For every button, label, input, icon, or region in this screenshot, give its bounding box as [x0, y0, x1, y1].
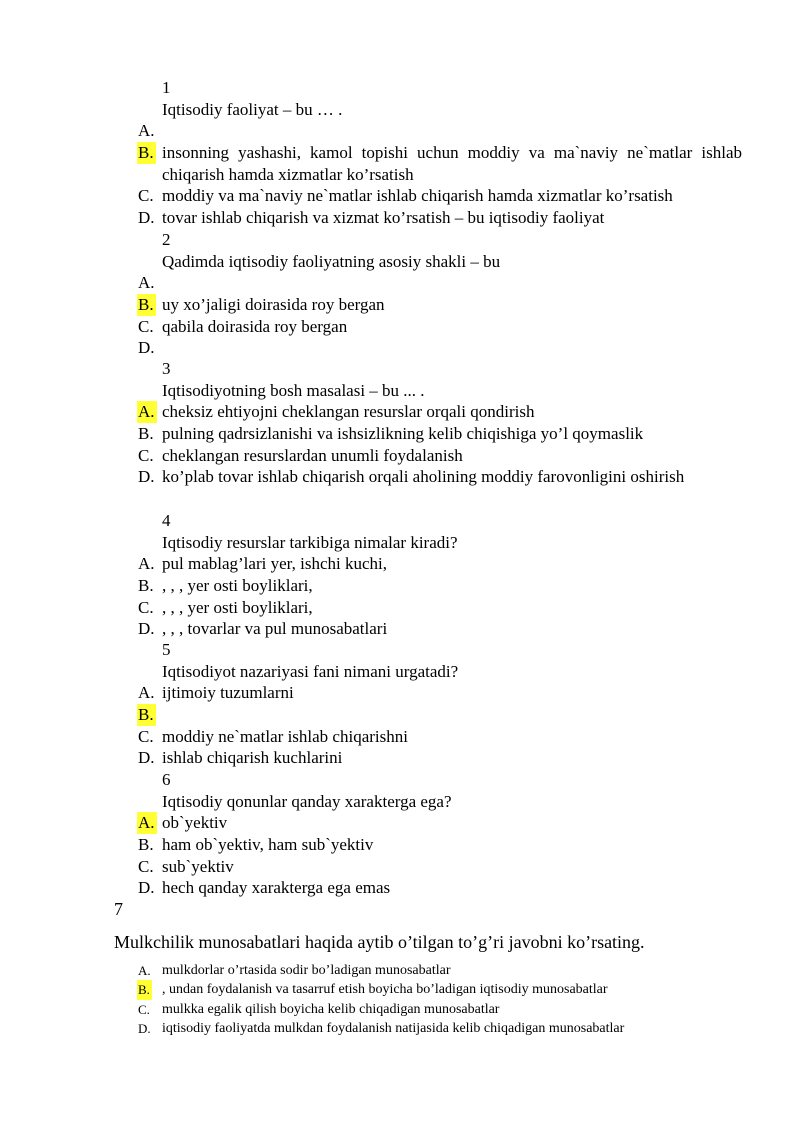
- question-text: Iqtisodiy faoliyat – bu … .: [162, 99, 343, 119]
- option-text: qabila doirasida roy bergan: [162, 316, 348, 336]
- option-a[interactable]: [0, 682, 800, 704]
- option-c[interactable]: [0, 185, 800, 207]
- option-b[interactable]: [0, 575, 800, 597]
- question-7-number: 7: [114, 899, 123, 919]
- option-letter-highlighted: B.: [138, 705, 154, 725]
- option-letter: C.: [138, 856, 154, 876]
- question-number: 4: [162, 511, 171, 530]
- question-number: 1: [162, 78, 171, 97]
- question-text: Iqtisodiyotning bosh masalasi – bu ... .: [162, 380, 425, 400]
- option-text: ijtimoiy tuzumlarni: [162, 683, 294, 703]
- option-letter: C.: [138, 186, 154, 206]
- option-letter-highlighted: B.: [138, 295, 154, 315]
- option-letter: D.: [138, 1021, 151, 1037]
- option-letter: C.: [138, 597, 154, 617]
- question-text: Iqtisodiyot nazariyasi fani nimani urgatadi?: [162, 661, 459, 681]
- question-number: 5: [162, 640, 171, 659]
- option-text: ko’plab tovar ishlab chiqarish orqali aholining moddiy farovonligini oshirish: [162, 467, 685, 487]
- option-letter: D.: [138, 467, 155, 487]
- option-d[interactable]: [0, 747, 800, 769]
- question-7-text: Mulkchilik munosabatlari haqida aytib o’tilgan to’g’ri javobni ko’rsating.: [114, 932, 645, 952]
- option-letter: A.: [138, 121, 155, 141]
- option-text: hech qanday xarakterga ega emas: [162, 878, 391, 898]
- option-b[interactable]: [0, 980, 800, 999]
- question-number: 3: [162, 359, 171, 378]
- option-letter: A.: [138, 683, 155, 703]
- option-b[interactable]: [0, 294, 800, 316]
- option-text: moddiy ne`matlar ishlab chiqarishni: [162, 726, 408, 746]
- option-c[interactable]: [0, 597, 800, 619]
- question-2: [0, 229, 800, 359]
- option-b[interactable]: [0, 834, 800, 856]
- option-letter: D.: [138, 878, 155, 898]
- option-text: , , , yer osti boyliklari,: [162, 597, 313, 617]
- option-text: moddiy va ma`naviy ne`matlar ishlab chiqarish hamda xizmatlar ko’rsatish: [162, 186, 673, 206]
- option-text: tovar ishlab chiqarish va xizmat ko’rsatish – bu iqtisodiy faoliyat: [162, 208, 605, 228]
- option-letter: B.: [138, 835, 154, 855]
- option-letter-highlighted: B.: [137, 980, 152, 999]
- option-text: uy xo’jaligi doirasida roy bergan: [162, 295, 385, 315]
- option-text: mulkdorlar o’rtasida sodir bo’ladigan munosabatlar: [162, 963, 451, 978]
- option-d[interactable]: [0, 466, 800, 488]
- question-number: 2: [162, 230, 171, 249]
- option-text: cheklangan resurslardan unumli foydalanish: [162, 445, 463, 465]
- option-letter: C.: [138, 316, 154, 336]
- option-letter: C.: [138, 726, 154, 746]
- option-text: , , , tovarlar va pul munosabatlari: [162, 619, 388, 639]
- option-letter: D.: [138, 748, 155, 768]
- option-letter: C.: [138, 445, 154, 465]
- option-c[interactable]: [0, 856, 800, 878]
- option-c[interactable]: [0, 316, 800, 338]
- question-5: [0, 639, 800, 769]
- option-d[interactable]: [0, 1019, 800, 1038]
- option-letter: D.: [138, 619, 155, 639]
- option-text: sub`yektiv: [162, 856, 234, 876]
- option-a[interactable]: [0, 553, 800, 575]
- question-number: 6: [162, 770, 171, 789]
- option-a[interactable]: [0, 401, 800, 423]
- option-c[interactable]: [0, 726, 800, 748]
- question-4: [0, 510, 800, 640]
- option-b[interactable]: [0, 423, 800, 445]
- question-7-options: [0, 961, 800, 1039]
- option-letter: C.: [138, 1001, 150, 1017]
- option-text: insonning yashashi, kamol topishi uchun moddiy va ma`naviy ne`matlar ishlab chiqarish hamda xizmatlar ko’rsatish: [162, 143, 742, 184]
- option-letter: D.: [138, 338, 155, 358]
- question-6: [0, 769, 800, 899]
- option-letter: A.: [138, 554, 155, 574]
- question-text: Iqtisodiy qonunlar qanday xarakterga ega?: [162, 791, 452, 811]
- option-a[interactable]: [0, 272, 800, 294]
- option-c[interactable]: [0, 445, 800, 467]
- option-a[interactable]: [0, 961, 800, 980]
- option-b[interactable]: [0, 142, 800, 185]
- option-letter-highlighted: A.: [138, 813, 155, 833]
- option-c[interactable]: [0, 1000, 800, 1019]
- option-letter: B.: [138, 576, 154, 596]
- option-b[interactable]: [0, 704, 800, 726]
- option-letter: B.: [138, 424, 154, 444]
- option-letter: A.: [138, 273, 155, 293]
- option-d[interactable]: [0, 618, 800, 640]
- option-text: cheksiz ehtiyojni cheklangan resurslar orqali qondirish: [162, 402, 535, 422]
- option-a[interactable]: [0, 120, 800, 142]
- option-text: iqtisodiy faoliyatda mulkdan foydalanish natijasida kelib chiqadigan munosabatlar: [162, 1021, 625, 1037]
- question-1: [0, 77, 800, 229]
- question-text: Qadimda iqtisodiy faoliyatning asosiy shakli – bu: [162, 251, 501, 271]
- question-text: Iqtisodiy resurslar tarkibiga nimalar kiradi?: [162, 532, 458, 552]
- option-text: pulning qadrsizlanishi va ishsizlikning kelib chiqishiga yo’l qoymaslik: [162, 424, 644, 444]
- option-letter: D.: [138, 208, 155, 228]
- option-text: ishlab chiqarish kuchlarini: [162, 748, 343, 768]
- option-d[interactable]: [0, 877, 800, 899]
- option-letter: A.: [138, 963, 151, 978]
- option-text: ob`yektiv: [162, 813, 228, 833]
- option-text: mulkka egalik qilish boyicha kelib chiqadigan munosabatlar: [162, 1001, 500, 1017]
- option-a[interactable]: [0, 812, 800, 834]
- option-d[interactable]: [0, 337, 800, 359]
- option-letter-highlighted: B.: [138, 143, 154, 163]
- option-letter-highlighted: A.: [138, 402, 155, 422]
- option-text: , undan foydalanish va tasarruf etish boyicha bo’ladigan iqtisodiy munosabatlar: [162, 982, 608, 998]
- option-text: pul mablag’lari yer, ishchi kuchi,: [162, 554, 387, 574]
- option-d[interactable]: [0, 207, 800, 229]
- option-text: ham ob`yektiv, ham sub`yektiv: [162, 835, 374, 855]
- question-3: [0, 358, 800, 488]
- option-text: , , , yer osti boyliklari,: [162, 576, 313, 596]
